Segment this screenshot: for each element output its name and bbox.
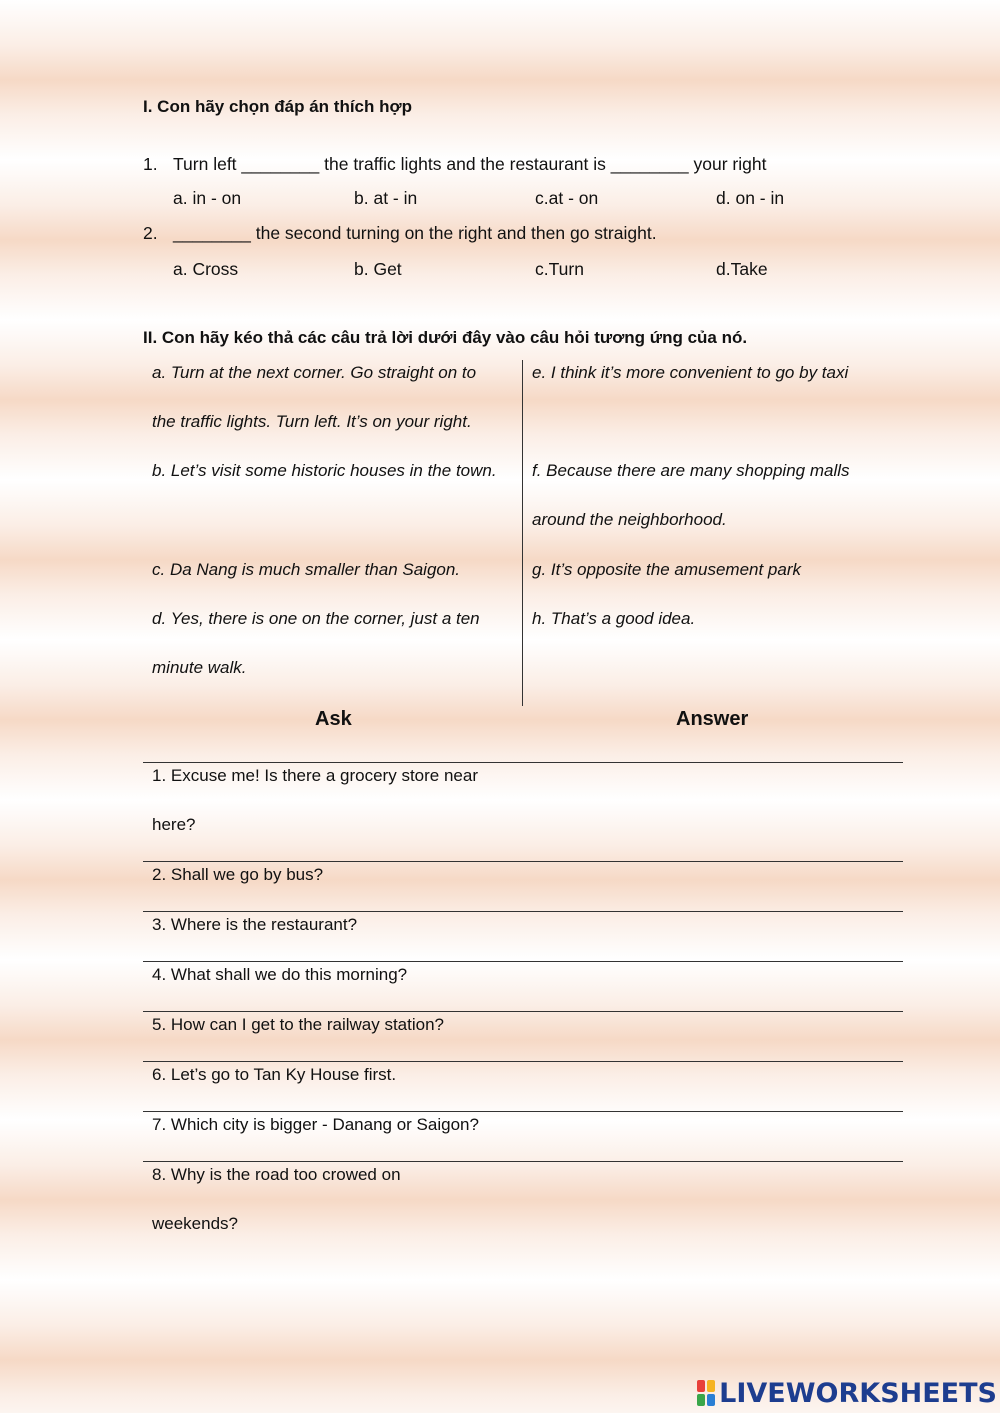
row-divider	[143, 762, 903, 763]
question-2-text: ________ the second turning on the right and then go straight.	[173, 223, 657, 243]
answer-b[interactable]: b. Let’s visit some historic houses in the town.	[152, 461, 497, 480]
question-8-line-2: weekends?	[152, 1214, 239, 1233]
question-7: 7. Which city is bigger - Danang or Saigon?	[152, 1115, 479, 1134]
answer-a-line-1[interactable]: a. Turn at the next corner. Go straight on to	[152, 363, 477, 382]
section-1-heading: I. Con hãy chọn đáp án thích hợp	[143, 97, 412, 116]
question-4: 4. What shall we do this morning?	[152, 965, 408, 984]
row-divider	[143, 1161, 903, 1162]
row-divider	[143, 1061, 903, 1062]
section-2-heading: II. Con hãy kéo thả các câu trả lời dưới đây vào câu hỏi tương ứng của nó.	[143, 328, 748, 347]
answer-f-line-1[interactable]: f. Because there are many shopping malls	[532, 461, 850, 480]
q2-option-a[interactable]: a. Cross	[173, 259, 239, 279]
row-divider	[143, 1111, 903, 1112]
q1-option-d[interactable]: d. on - in	[716, 188, 785, 208]
question-1-text: Turn left ________ the traffic lights and the restaurant is ________ your right	[173, 154, 767, 174]
answer-a-line-2[interactable]: the traffic lights. Turn left. It’s on your right.	[152, 412, 472, 431]
answer-d-line-1[interactable]: d. Yes, there is one on the corner, just a ten	[152, 609, 480, 628]
liveworksheets-logo	[697, 1376, 997, 1410]
question-2: 2. Shall we go by bus?	[152, 865, 324, 884]
question-1-line-2: here?	[152, 815, 196, 834]
q1-option-a[interactable]: a. in - on	[173, 188, 242, 208]
answers-divider	[522, 360, 523, 706]
q2-option-d[interactable]: d.Take	[716, 259, 768, 279]
q2-option-c[interactable]: c.Turn	[535, 259, 584, 279]
question-6: 6. Let’s go to Tan Ky House first.	[152, 1065, 397, 1084]
answer-f-line-2[interactable]: around the neighborhood.	[532, 510, 727, 529]
row-divider	[143, 861, 903, 862]
question-2-number: 2.	[143, 223, 158, 243]
row-divider	[143, 1011, 903, 1012]
question-8-line-1: 8. Why is the road too crowed on	[152, 1165, 401, 1184]
row-divider	[143, 911, 903, 912]
question-1-line-1: 1. Excuse me! Is there a grocery store near	[152, 766, 478, 785]
answer-g[interactable]: g. It’s opposite the amusement park	[532, 560, 802, 579]
row-divider	[143, 961, 903, 962]
question-3: 3. Where is the restaurant?	[152, 915, 358, 934]
logo-text: LIVEWORKSHEETS	[719, 1377, 997, 1409]
logo-mark-icon	[697, 1380, 715, 1406]
q1-option-c[interactable]: c.at - on	[535, 188, 599, 208]
answer-c[interactable]: c. Da Nang is much smaller than Saigon.	[152, 560, 461, 579]
question-5: 5. How can I get to the railway station?	[152, 1015, 444, 1034]
question-1-number: 1.	[143, 154, 158, 174]
column-header-ask: Ask	[315, 708, 352, 730]
answer-e[interactable]: e. I think it’s more convenient to go by taxi	[532, 363, 849, 382]
answer-d-line-2[interactable]: minute walk.	[152, 658, 247, 677]
q2-option-b[interactable]: b. Get	[354, 259, 402, 279]
answer-h[interactable]: h. That’s a good idea.	[532, 609, 696, 628]
q1-option-b[interactable]: b. at - in	[354, 188, 418, 208]
column-header-answer: Answer	[676, 708, 749, 730]
